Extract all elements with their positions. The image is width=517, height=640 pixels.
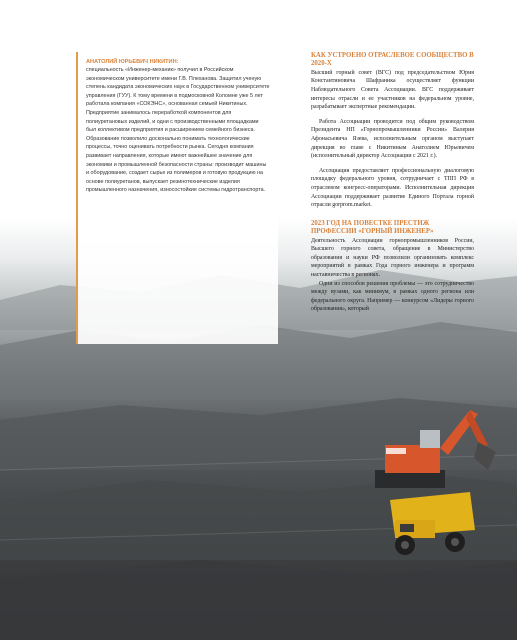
- biography-sidebar: [76, 52, 278, 344]
- sidebar-text: специальность «Инженер-механик» получил в Российском экономическом университете имени Г.В. Плеханова. Защитил ученую степень кандидата экономических наук в Государственном университете управления (ГУУ). К тому времени в подмосковной Коломне уже 5 лет работала компания «СОКЭНС», основанная семьей Никитиных. Предприятие занималось переработкой компонентов для полиуретановых изделий, и одни с производственными площадками был коллективом предприятия и расширением семейного бизнеса. Образование позволило досконально понимать технологические процессы, точно оценивать потребности рынка. Сегодня компания развивает направления, которые имеют важнейшее значение для экономики и промышленной безопасности страны: производит машины и оборудование, создает сырье из полимеров и готовую продукцию на основе полиуретанов, выпускает резинотехнические изделия промышленного назначения, износостойкие системы гидротранспорта.: [86, 67, 270, 194]
- paragraph-3: Ассоциация предоставляет профессиональную диалоговую площадку федерального уровня, сотрудничает с ТПП РФ в отраслевом конгресс-операторами. Исполнительная дирекция Ассоциации поддерживает развитие Единого Портала горной отрасли gorprom.market.: [311, 167, 474, 209]
- paragraph-4: Деятельность Ассоциации горнопромышленников России, Высшего горного совета, обращение в Министерство образования и науки РФ позволили организовать комплекс мероприятий в рамках Года горного инженера и программ наставничества в регионах.: [311, 237, 474, 278]
- section-heading-2: 2023 ГОД НА ПОВЕСТКЕ ПРЕСТИЖ ПРОФЕССИИ «ГОРНЫЙ ИНЖЕНЕР»: [311, 219, 434, 236]
- paragraph-1: Высший горный совет (ВГС) под председательством Юрия Константиновича Шафраника осуществляет функции Наблюдательного Совета Ассоциации. ВГС поддерживает интересы отрасли и ее участников на федеральном уровне, разрабатывает экспертные рекомендации.: [311, 69, 474, 111]
- section-heading-1: КАК УСТРОЕНО ОТРАСЛЕВОЕ СООБЩЕСТВО В 2020-Х: [311, 52, 474, 68]
- article-column: [311, 52, 474, 314]
- paragraph-5: Одни из способов решения проблемы — это сотрудничество между вузами, как минимум, в рамках одного региона или федерального округа. Например — конкурсом «Лидеры горного образования», который: [311, 280, 474, 313]
- paragraph-2: Работа Ассоциации проводится под общим руководством Президента НП «Горнопромышленники России» Валерия Афонасьевича Язева, исполнительным органом выступает дирекция во главе с Никитиным Анатолием Юрьевичем (исполнительный директор Ассоциации с 2021 г.).: [311, 118, 474, 160]
- sidebar-title: АНАТОЛИЙ ЮРЬЕВИЧ НИКИТИН:: [86, 59, 179, 65]
